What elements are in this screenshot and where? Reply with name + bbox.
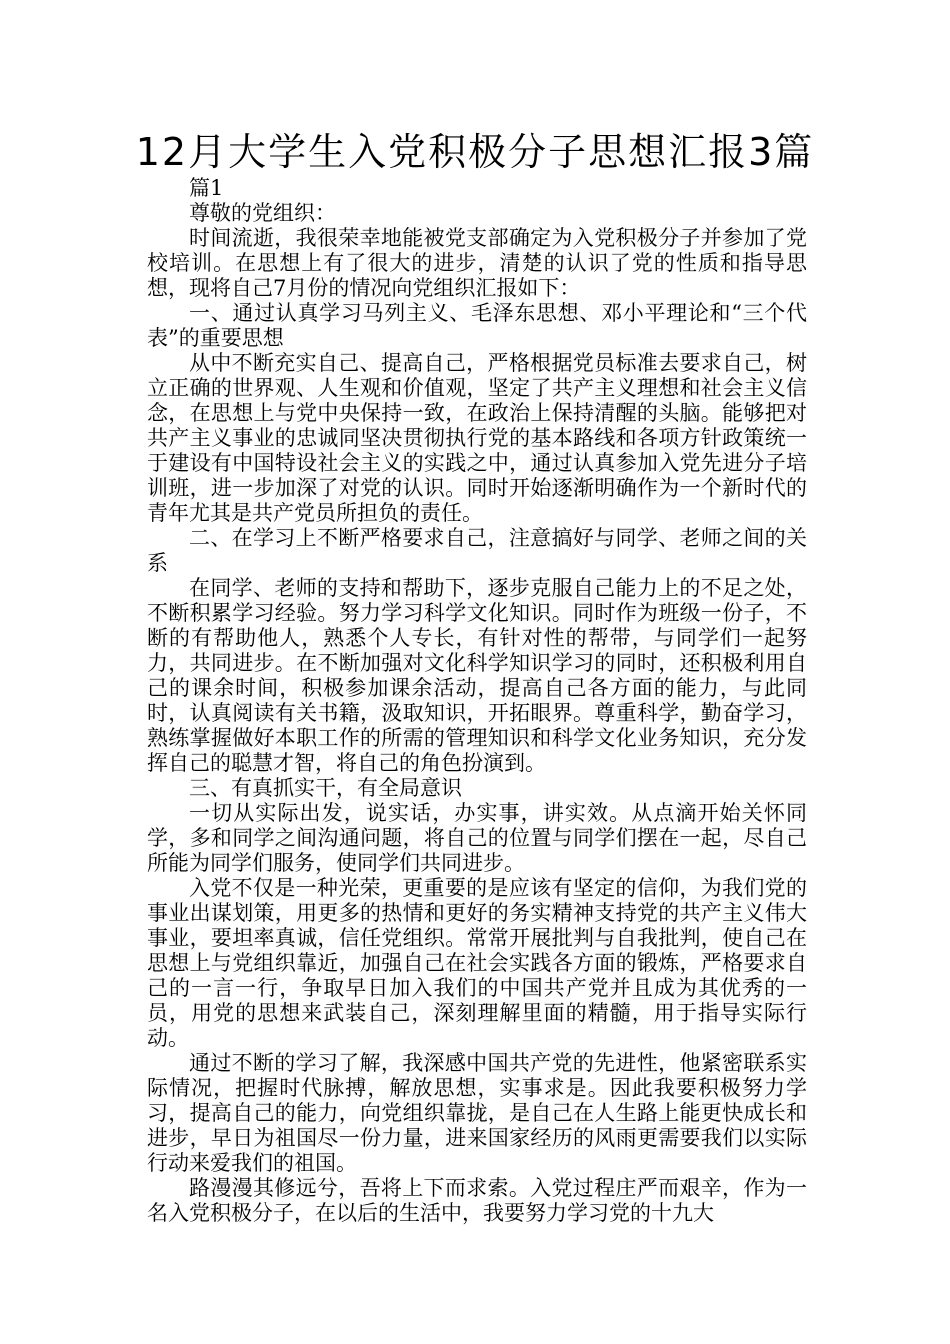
paragraph: 路漫漫其修远兮，吾将上下而求索。入党过程庄严而艰辛，作为一名入党积极分子，在以后的生活中，我要努力学习党的十九大 <box>147 1176 807 1225</box>
heading-1: 一、通过认真学习马列主义、毛泽东思想、邓小平理论和“三个代表”的重要思想 <box>147 301 807 350</box>
paragraph: 一切从实际出发，说实话，办实事，讲实效。从点滴开始关怀同学，多和同学之间沟通问题，将自己的位置与同学们摆在一起，尽自己所能为同学们服务，使同学们共同进步。 <box>147 801 807 875</box>
section-label: 篇1 <box>189 176 224 200</box>
document-body <box>147 176 807 1226</box>
heading-3: 三、有真抓实干，有全局意识 <box>189 776 462 800</box>
paragraph: 从中不断充实自己、提高自己，严格根据党员标准去要求自己，树立正确的世界观、人生观和价值观，坚定了共产主义理想和社会主义信念，在思想上与党中央保持一致，在政治上保持清醒的头脑。能够把对共产主义事业的忠诚同坚决贯彻执行党的基本路线和各项方针政策统一于建设有中国特设社会主义的实践之中，通过认真参加入党先进分子培训班，进一步加深了对党的认识。同时开始逐渐明确作为一个新时代的青年尤其是共产党员所担负的责任。 <box>147 351 807 525</box>
paragraph: 入党不仅是一种光荣，更重要的是应该有坚定的信仰，为我们党的事业出谋划策，用更多的热情和更好的务实精神支持党的共产主义伟大事业，要坦率真诚，信任党组织。常常开展批判与自我批判，使自己在思想上与党组织靠近，加强自己在社会实践各方面的锻炼，严格要求自己的一言一行，争取早日加入我们的中国共产党并且成为其优秀的一员，用党的思想来武装自己，深刻理解里面的精髓，用于指导实际行动。 <box>147 876 807 1050</box>
paragraph: 通过不断的学习了解，我深感中国共产党的先进性，他紧密联系实际情况，把握时代脉搏，解放思想，实事求是。因此我要积极努力学习，提高自己的能力，向党组织靠拢，是自己在人生路上能更快成长和进步，早日为祖国尽一份力量，进来国家经历的风雨更需要我们以实际行动来爱我们的祖国。 <box>147 1051 807 1175</box>
paragraph: 在同学、老师的支持和帮助下，逐步克服自己能力上的不足之处，不断积累学习经验。努力学习科学文化知识。同时作为班级一份子，不断的有帮助他人，熟悉个人专长，有针对性的帮带，与同学们一起努力，共同进步。在不断加强对文化科学知识学习的同时，还积极利用自己的课余时间，积极参加课余活动，提高自己各方面的能力，与此同时，认真阅读有关书籍，汲取知识，开拓眼界。尊重科学，勤奋学习，熟练掌握做好本职工作的所需的管理知识和科学文化业务知识，充分发挥自己的聪慧才智，将自己的角色扮演到。 <box>147 576 807 775</box>
document-title: 12月大学生入党积极分子思想汇报3篇 <box>135 130 815 174</box>
heading-2: 二、在学习上不断严格要求自己，注意搞好与同学、老师之间的关系 <box>147 526 807 575</box>
paragraph: 时间流逝，我很荣幸地能被党支部确定为入党积极分子并参加了党校培训。在思想上有了很大的进步，清楚的认识了党的性质和指导思想，现将自己7月份的情况向党组织汇报如下： <box>147 226 807 300</box>
salutation: 尊敬的党组织： <box>189 201 336 225</box>
